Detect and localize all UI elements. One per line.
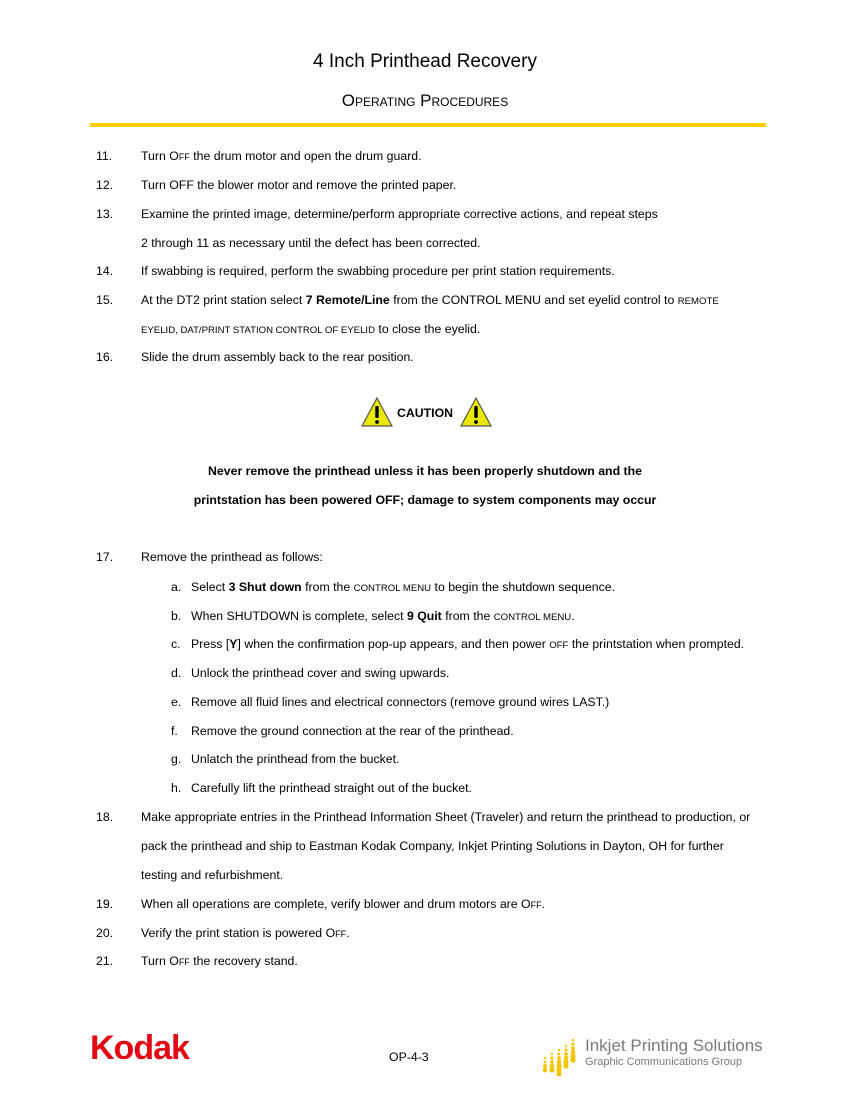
logo-dot: [543, 1064, 547, 1068]
step-number: 17.: [96, 550, 114, 564]
warning-triangle-icon: [361, 397, 393, 427]
step-number: 13.: [96, 207, 114, 221]
logo-dot: [572, 1039, 574, 1041]
step-text: [141, 925, 350, 941]
kodak-logo: Kodak: [90, 1029, 189, 1067]
text-run: At the DT2 print station select: [141, 293, 306, 307]
text-run: .: [541, 897, 545, 911]
header-rule: [90, 123, 766, 127]
text-run: Unlock the printhead cover and swing upwards.: [191, 666, 450, 681]
step-number: 18.: [96, 810, 114, 824]
small-caps-text: Off: [169, 954, 190, 968]
logo-dot: [571, 1042, 574, 1045]
text-run: .: [571, 608, 575, 623]
small-caps-text: REMOTE: [677, 296, 719, 307]
logo-dot: [571, 1046, 575, 1050]
step-text: 2 through 11 as necessary until the defect has been corrected.: [141, 235, 481, 250]
step-text: pack the printhead and ship to Eastman Kodak Company, Inkjet Printing Solutions in Dayton, OH for further: [141, 839, 724, 853]
logo-dot: [570, 1057, 575, 1062]
step-text: [191, 608, 575, 626]
logo-dot: [543, 1060, 546, 1063]
caution-label: CAUTION: [397, 406, 454, 420]
step-number: 12.: [96, 178, 114, 192]
logo-dot: [557, 1052, 560, 1055]
text-run: to close the eyelid.: [375, 321, 481, 336]
text-run: Verify the print station is powered: [141, 926, 326, 940]
step-text: [141, 177, 456, 193]
text-run: Select: [191, 580, 229, 594]
small-caps-text: CONTROL MENU: [353, 583, 432, 594]
step-text: Remove the printhead as follows:: [141, 550, 323, 564]
step-text: [191, 665, 449, 681]
text-run: the recovery stand.: [189, 954, 298, 968]
logo-dot: [563, 1063, 568, 1068]
logo-dot: [565, 1045, 567, 1047]
step-number: 11.: [96, 149, 113, 163]
warning-triangle-icon: [460, 397, 492, 427]
text-run: Turn OFF the blower motor and remove the printed paper.: [141, 178, 457, 192]
caution-text-line-1: Never remove the printhead unless it has been properly shutdown and the: [208, 464, 642, 478]
page-subtitle: Operating Procedures: [341, 91, 509, 110]
text-run: from the CONTROL MENU and set eyelid control to: [389, 293, 678, 307]
text-run: If swabbing is required, perform the swabbing procedure per print station requirements.: [141, 264, 615, 278]
step-text: [191, 636, 744, 654]
logo-dot: [544, 1057, 546, 1059]
division-subtitle: Graphic Communications Group: [585, 1056, 743, 1068]
text-run: When SHUTDOWN is complete, select: [191, 608, 407, 623]
logo-dot: [551, 1053, 553, 1055]
text-run: the drum motor and open the drum guard.: [189, 149, 422, 163]
text-run: Press [: [191, 637, 230, 652]
step-text: testing and refurbishment.: [141, 868, 284, 882]
text-run: from the: [301, 580, 354, 594]
step-text: [141, 321, 480, 339]
text-run: Turn: [141, 954, 170, 968]
step-number: 14.: [96, 264, 114, 278]
logo-dot: [564, 1052, 568, 1056]
step-number: 15.: [96, 293, 114, 307]
bold-text: 3 Shut down: [228, 580, 302, 594]
step-number: b.: [171, 608, 182, 623]
step-number: 16.: [96, 350, 114, 364]
step-text: [141, 263, 615, 279]
step-text: [191, 780, 472, 796]
step-number: 19.: [96, 897, 114, 911]
step-number: f.: [171, 723, 178, 738]
division-name: Inkjet Printing Solutions: [585, 1036, 763, 1055]
text-run: .: [346, 926, 350, 940]
logo-dot: [549, 1067, 554, 1072]
text-run: Remove the ground connection at the rear of the printhead.: [191, 723, 514, 738]
text-run: Slide the drum assembly back to the rear position.: [141, 350, 414, 364]
text-run: from the: [441, 608, 494, 623]
text-run: Remove all fluid lines and electrical connectors (remove ground wires LAST.): [191, 694, 610, 709]
logo-dot: [550, 1056, 553, 1059]
step-text: [141, 896, 545, 912]
step-text: [141, 809, 750, 825]
step-text: [141, 148, 422, 164]
step-number: 20.: [96, 926, 114, 940]
small-caps-text: CONTROL MENU: [493, 611, 572, 623]
text-run: Carefully lift the printhead straight out of the bucket.: [191, 780, 472, 795]
step-number: d.: [171, 666, 182, 681]
text-run: Unlatch the printhead from the bucket.: [191, 752, 400, 767]
step-text: [141, 349, 414, 365]
small-caps-text: Off: [169, 149, 190, 163]
step-text: [191, 694, 609, 710]
text-run: Turn: [141, 149, 170, 163]
step-text: [141, 206, 658, 222]
step-text: [191, 751, 399, 767]
small-caps-text: Off: [521, 897, 542, 911]
logo-dot: [564, 1048, 567, 1051]
step-text: [191, 579, 615, 597]
small-caps-text: Off: [325, 926, 347, 940]
step-number: g.: [171, 752, 182, 767]
text-run: the printstation when prompted.: [568, 637, 745, 652]
step-text: [191, 723, 514, 739]
inkjet-dots-logo-icon: [541, 1032, 577, 1076]
step-number: h.: [171, 780, 182, 795]
step-text: [141, 292, 719, 310]
bold-text: Y: [229, 637, 238, 652]
logo-dot: [550, 1060, 554, 1064]
logo-dot: [558, 1049, 560, 1051]
page-title: 4 Inch Printhead Recovery: [313, 51, 537, 72]
small-caps-text: OFF: [549, 640, 569, 652]
caution-banner: [0, 397, 850, 429]
text-run: to begin the shutdown sequence.: [431, 580, 616, 594]
bold-text: 7 Remote/Line: [305, 293, 390, 307]
page-number: OP-4-3: [389, 1050, 429, 1064]
text-run: When all operations are complete, verify blower and drum motors are: [141, 897, 522, 911]
text-run: ] when the confirmation pop-up appears, and then power: [237, 637, 550, 652]
text-run: Make appropriate entries in the Printhead Information Sheet (Traveler) and return the printhead to production, or: [141, 810, 751, 824]
step-number: a.: [171, 580, 182, 594]
step-number: c.: [171, 637, 181, 652]
logo-dot: [543, 1068, 548, 1073]
caution-text-line-2: printstation has been powered OFF; damage to system components may occur: [193, 493, 657, 507]
step-number: 21.: [96, 954, 114, 968]
logo-dot: [557, 1056, 561, 1060]
text-run: Examine the printed image, determine/perform appropriate corrective actions, and repeat steps: [141, 207, 658, 221]
step-number: e.: [171, 694, 182, 709]
bold-text: 9 Quit: [406, 608, 442, 623]
logo-dot: [556, 1071, 561, 1076]
step-text: [141, 953, 298, 969]
small-caps-text: EYELID, DAT/PRINT STATION CONTROL OF EYELID: [141, 324, 376, 336]
